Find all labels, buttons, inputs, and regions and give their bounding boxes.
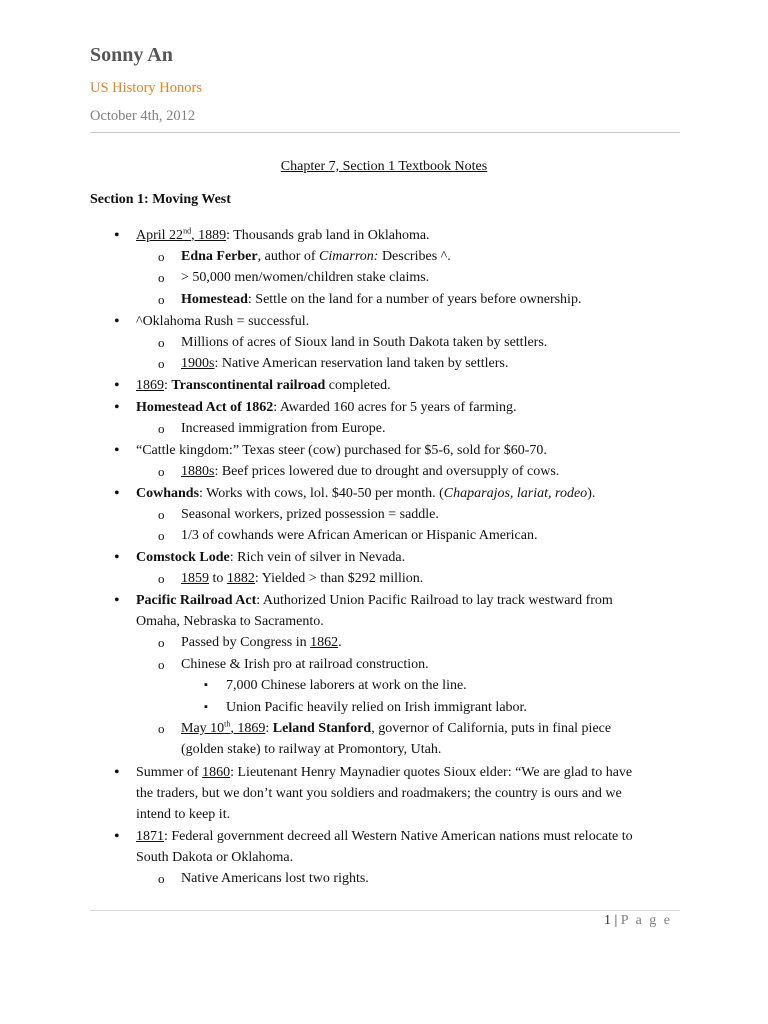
sub-bullet-marker: o	[158, 571, 165, 586]
list-item: “Cattle kingdom:” Texas steer (cow) purchased for $5-6, sold for $60-70.	[136, 443, 547, 458]
sub-bullet-marker: o	[158, 657, 165, 672]
sub-sub-bullet-marker: ▪	[204, 701, 208, 713]
sub-bullet-marker: o	[158, 721, 165, 736]
bullet-marker: •	[114, 592, 120, 609]
sub-bullet-marker: o	[158, 356, 165, 371]
author-name: Sonny An	[90, 44, 173, 66]
sub-list-item: Passed by Congress in 1862.	[181, 635, 342, 650]
footer-separator: |	[610, 913, 621, 928]
bullet-marker: •	[114, 227, 120, 244]
sub-list-item: Chinese & Irish pro at railroad construction.	[181, 657, 429, 672]
list-item-continuation: intend to keep it.	[136, 807, 231, 822]
sub-bullet-marker: o	[158, 635, 165, 650]
course-name: US History Honors	[90, 80, 202, 96]
sub-list-item: Edna Ferber, author of Cimarron: Describes ^.	[181, 249, 451, 264]
list-item-continuation: Omaha, Nebraska to Sacramento.	[136, 614, 324, 629]
list-item: 1869: Transcontinental railroad completed.	[136, 378, 391, 393]
bullet-marker: •	[114, 377, 120, 394]
page-footer	[604, 913, 672, 929]
section-heading: Section 1: Moving West	[90, 192, 231, 207]
bullet-marker: •	[114, 399, 120, 416]
sub-list-item: 1900s: Native American reservation land taken by settlers.	[181, 356, 509, 371]
document-title: Chapter 7, Section 1 Textbook Notes	[280, 159, 488, 174]
header-divider	[90, 132, 680, 133]
bullet-marker: •	[114, 828, 120, 845]
sub-sub-list-item: Union Pacific heavily relied on Irish immigrant labor.	[226, 700, 527, 715]
sub-sub-bullet-marker: ▪	[204, 679, 208, 691]
bullet-marker: •	[114, 442, 120, 459]
sub-list-item: May 10th, 1869: Leland Stanford, governor of California, puts in final piece	[181, 719, 612, 736]
list-item: Comstock Lode: Rich vein of silver in Nevada.	[136, 550, 406, 565]
footer-divider	[90, 910, 680, 911]
sub-bullet-marker: o	[158, 249, 165, 264]
sub-list-item: 1/3 of cowhands were African American or Hispanic American.	[181, 528, 538, 543]
bullet-marker: •	[114, 313, 120, 330]
bullet-marker: •	[114, 764, 120, 781]
sub-sub-list-item: 7,000 Chinese laborers at work on the line.	[226, 678, 467, 693]
page-number: 1	[603, 913, 611, 928]
list-item: Summer of 1860: Lieutenant Henry Maynadier quotes Sioux elder: “We are glad to have	[136, 765, 633, 780]
list-item: Pacific Railroad Act: Authorized Union Pacific Railroad to lay track westward from	[136, 593, 613, 608]
document-date: October 4th, 2012	[90, 108, 196, 124]
sub-bullet-marker: o	[158, 507, 165, 522]
list-item: Homestead Act of 1862: Awarded 160 acres for 5 years of farming.	[136, 400, 517, 415]
sub-list-item: Native Americans lost two rights.	[181, 871, 369, 886]
sub-list-item: > 50,000 men/women/children stake claims.	[181, 270, 430, 285]
sub-bullet-marker: o	[158, 292, 165, 307]
list-item-continuation: South Dakota or Oklahoma.	[136, 850, 294, 865]
sub-list-item: Homestead: Settle on the land for a number of years before ownership.	[181, 292, 582, 307]
list-item: ^Oklahoma Rush = successful.	[136, 314, 310, 329]
sub-bullet-marker: o	[158, 270, 165, 285]
sub-list-item: Millions of acres of Sioux land in South Dakota taken by settlers.	[181, 335, 548, 350]
sub-bullet-marker: o	[158, 464, 165, 479]
list-item-continuation: the traders, but we don’t want you soldiers and roadmakers; the country is ours and we	[136, 786, 622, 801]
sub-list-item: 1859 to 1882: Yielded > than $292 million.	[181, 571, 424, 586]
list-item: 1871: Federal government decreed all Western Native American nations must relocate to	[136, 829, 633, 844]
list-item: April 22nd, 1889: Thousands grab land in Oklahoma.	[136, 226, 430, 243]
sub-bullet-marker: o	[158, 335, 165, 350]
bullet-marker: •	[114, 485, 120, 502]
sub-list-item: 1880s: Beef prices lowered due to drought and oversupply of cows.	[181, 464, 560, 479]
page-label: P a g e	[620, 913, 672, 928]
sub-list-item: Seasonal workers, prized possession = saddle.	[181, 507, 439, 522]
sub-bullet-marker: o	[158, 528, 165, 543]
sub-list-item: Increased immigration from Europe.	[181, 421, 386, 436]
sub-bullet-marker: o	[158, 421, 165, 436]
list-item: Cowhands: Works with cows, lol. $40-50 per month. (Chaparajos, lariat, rodeo).	[136, 486, 596, 501]
sub-bullet-marker: o	[158, 871, 165, 886]
bullet-marker: •	[114, 549, 120, 566]
sub-list-item-continuation: (golden stake) to railway at Promontory, Utah.	[181, 742, 442, 757]
